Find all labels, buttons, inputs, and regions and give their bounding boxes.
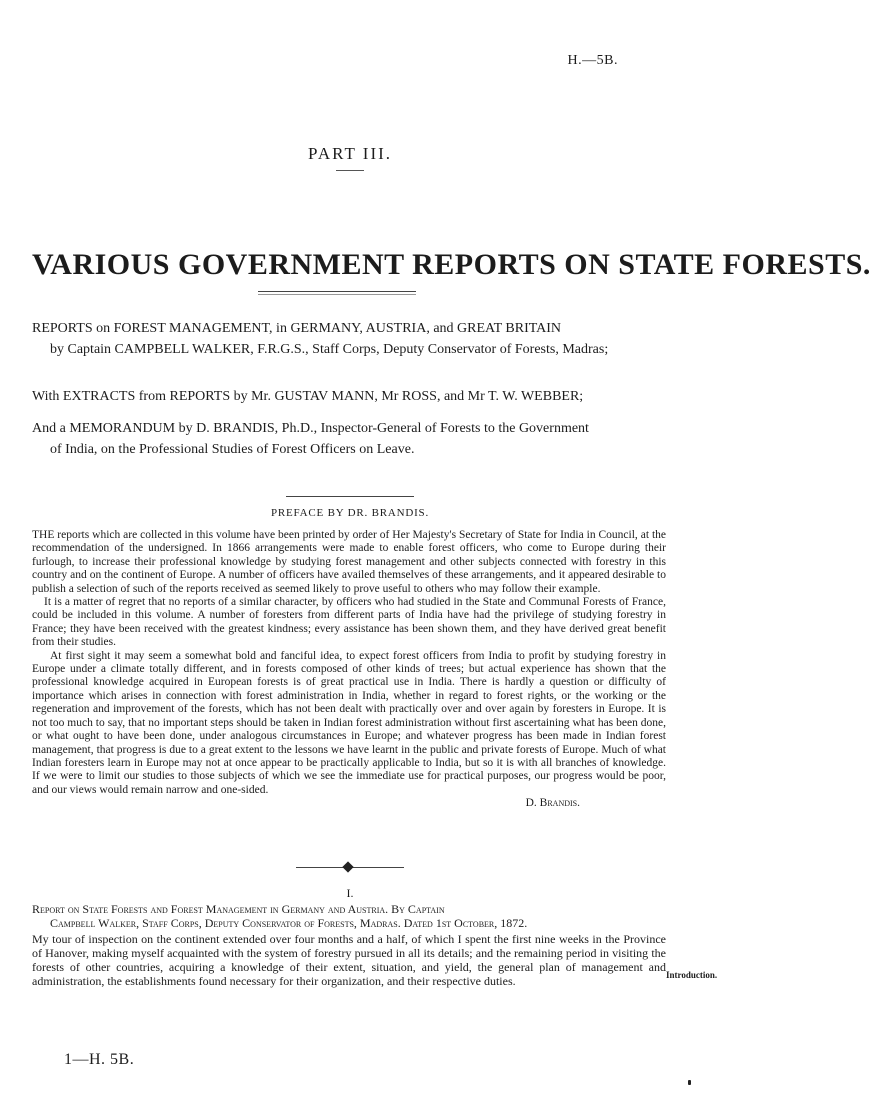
preface-paragraph-2: It is a matter of regret that no reports of a similar character, by officers who had studied in the State and Communal Forests of France, could be included in this volume. A number of foresters from different parts of India have had the privilege of studying forestry in France; they have been received with the greatest kindness; every assistance has been shown them, and they have derived great benefit from their studies. — [32, 596, 666, 649]
double-rule-divider — [258, 291, 416, 295]
section-number: I. — [346, 886, 354, 900]
heading-reports-lead: REPORTS on FOREST MANAGEMENT, in GERMANY, AUSTRIA, and GREAT BRITAIN — [32, 321, 562, 336]
diamond-ornament — [342, 861, 353, 872]
heading-memorandum-cont: of India, on the Professional Studies of Forest Officers on Leave. — [50, 442, 415, 457]
print-mark — [688, 1080, 691, 1085]
report-section — [32, 902, 666, 988]
heading-reports-cont: by Captain CAMPBELL WALKER, F.R.G.S., Staff Corps, Deputy Conservator of Forests, Madras; — [50, 342, 609, 357]
margin-note: Introduction. — [666, 970, 718, 980]
heading-extracts-lead: With EXTRACTS from REPORTS by Mr. GUSTAV MANN, Mr ROSS, and Mr T. W. WEBBER; — [32, 389, 584, 404]
heading-memorandum — [32, 418, 684, 460]
heading-reports — [32, 318, 684, 360]
main-title: VARIOUS GOVERNMENT REPORTS ON STATE FORESTS. — [32, 248, 871, 281]
preface-text — [32, 529, 666, 811]
diamond-rule-divider — [296, 862, 404, 874]
heading-extracts — [32, 386, 684, 407]
document-number: H.—5B. — [567, 53, 618, 68]
report-title-lead: Report on State Forests and Forest Management in Germany and Austria. By Captain — [32, 902, 445, 916]
page-reference: 1—H. 5B. — [64, 1051, 135, 1068]
ornamental-dash — [336, 170, 364, 171]
preface-paragraph-1: THE reports which are collected in this volume have been printed by order of Her Majesty's Secretary of State for India in Council, at the recommendation of the undersigned. In 1866 arrangements were made to enable forest officers, who come to Europe during their furlough, to increase their professional knowledge by studying forest management and other subjects connected with forestry in this country and on the continent of Europe. A number of officers have availed themselves of these arrangements, and it appeared desirable to publish a selection of such of the reports received as seemed likely to prove useful to others who may follow their example. — [32, 529, 666, 595]
preface-paragraph-3: At first sight it may seem a somewhat bold and fanciful idea, to expect forest officers from India to profit by studying forestry in Europe under a climate totally different, and in forests composed of other kinds of trees; but actual experience has shown that the professional knowledge acquired in European forests is of great practical use in India. There is hardly a question or difficulty of importance which arises in connection with forest administration in India, whether in regard to forest rights, or the working or the regeneration and improvement of the forests, which has not been dealt with practically over and over again by foresters in Europe. It is not too much to say, that no important steps should be taken in Indian forest administration without first ascertaining what has been done, or what ought to have been done, under analogous circumstances in Europe; and whatever progress has been made in Indian forest management, that progress is due to a great extent to the lessons we have learnt in the public and private forests of Europe. Much of what Indian foresters learn in Europe may not at once appear to be practically applicable to India, but so it is with all branches of knowledge. If we were to limit our studies to those subjects of which we see the immediate use for practical purposes, our progress would be poor, and our views would remain narrow and one-sided. — [32, 649, 666, 796]
heading-memorandum-lead: And a MEMORANDUM by D. BRANDIS, Ph.D., Inspector-General of Forests to the Government — [32, 421, 589, 436]
report-body: My tour of inspection on the continent extended over four months and a half, of which I spent the first nine weeks in the Province of Hanover, making myself acquainted with the system of forestry pursued in all its details; and the remaining period in visiting the forests of other countries, acquiring a knowledge of their extent, situation, and yield, the general plan of management and administration, the establishments found necessary for their organization, and their respective duties. — [32, 932, 666, 988]
part-heading: PART III. — [307, 144, 393, 163]
single-rule-divider — [286, 496, 414, 497]
preface-signature: D. Brandis. — [525, 797, 580, 810]
report-title-cont: Campbell Walker, Staff Corps, Deputy Conservator of Forests, Madras. Dated 1st October, 1872. — [50, 916, 528, 930]
preface-title: PREFACE BY DR. BRANDIS. — [270, 507, 430, 519]
